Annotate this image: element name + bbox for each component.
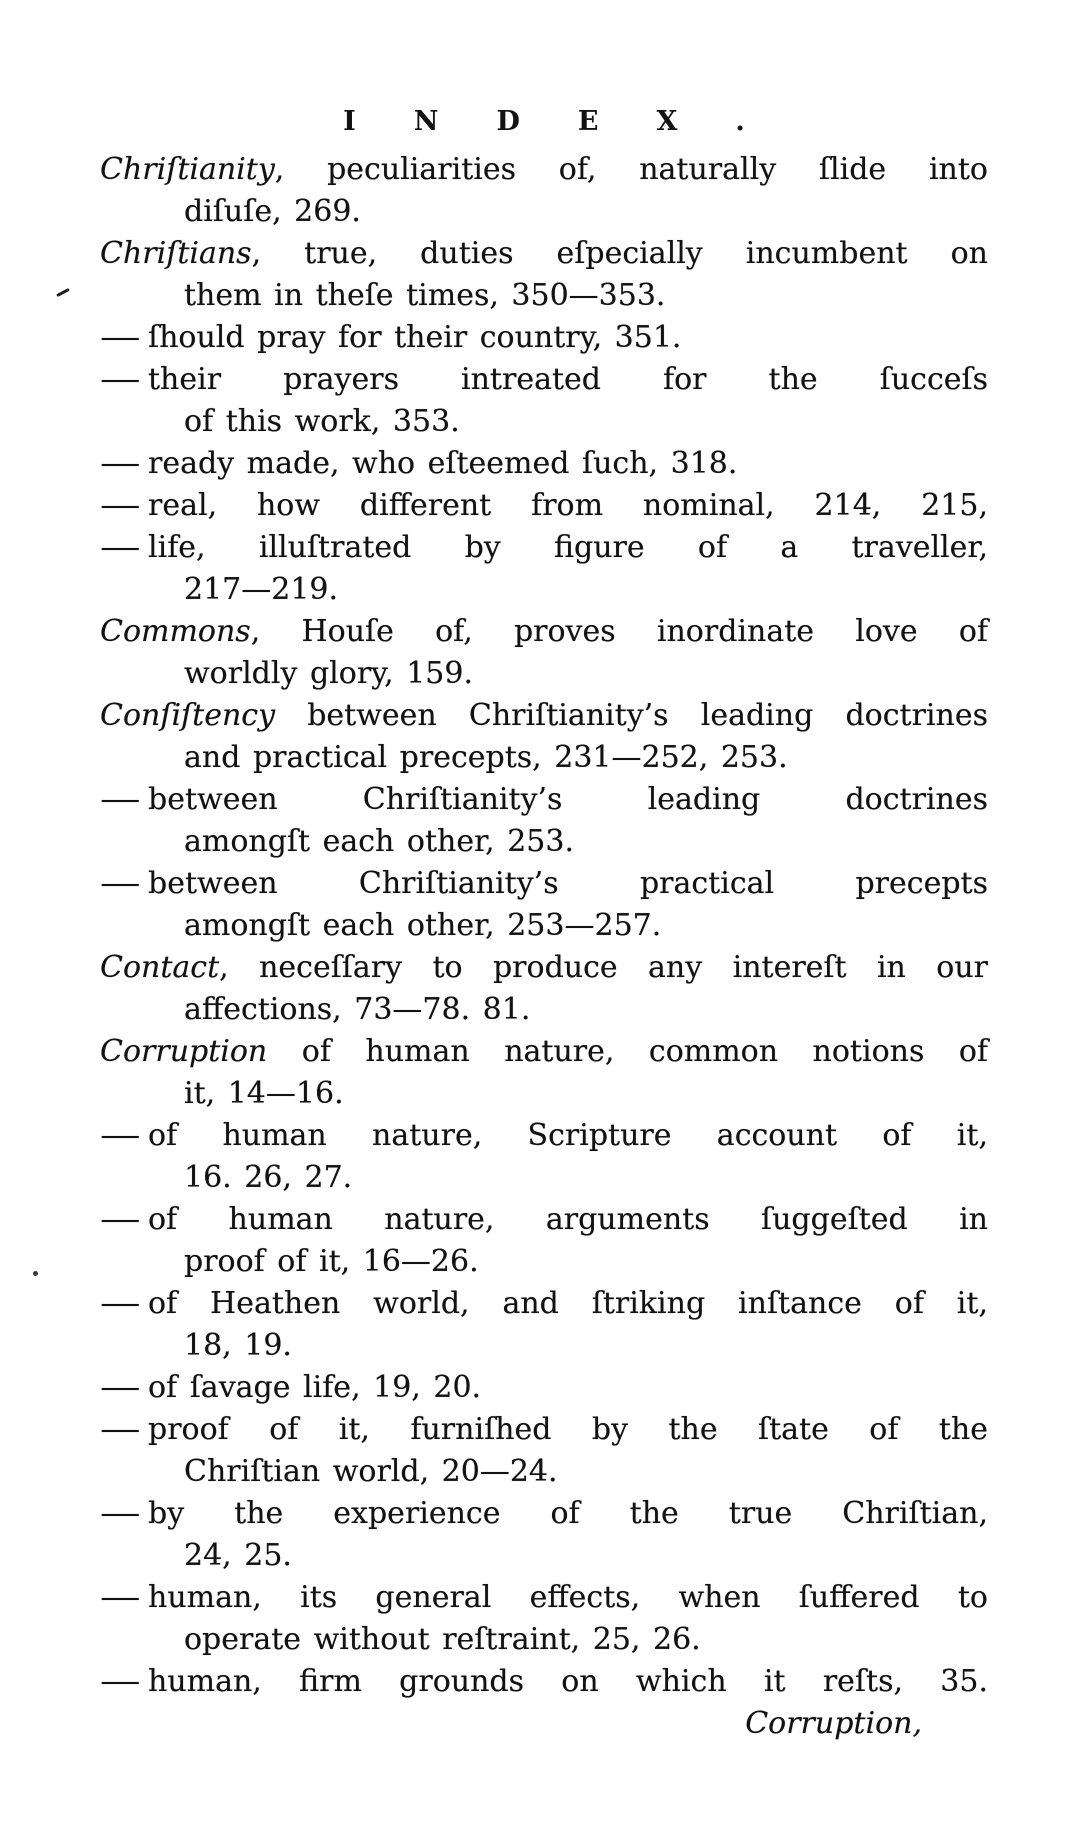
entry-continuation-line: Chriſtian world, 20—24. [184,1454,558,1489]
entry-first-line [100,863,988,905]
entry-headword: Contact [100,950,220,985]
ditto-dash: — [100,1202,141,1237]
entry-continuation-line: affections, 73—78. 81. [184,992,531,1027]
entry-continuation-line: 24, 25. [184,1538,292,1573]
entry-continuation-line: operate without reſtraint, 25, 26. [184,1622,701,1657]
entry-text: , Houſe of, proves inordinate love of [250,614,988,649]
entry-first-line [100,485,988,527]
entry-headword: Conſiſtency [100,698,276,733]
entry-first-line [100,233,988,275]
index-entry [100,1031,988,1115]
entry-text: their prayers intreated for the ſucceſs [148,362,988,397]
entry-text: , neceſſary to produce any intereſt in our [219,950,988,985]
ditto-dash: — [100,320,141,355]
index-entry [100,1577,988,1661]
index-entry [100,1199,988,1283]
entry-first-line [100,779,988,821]
entry-text: of human nature, arguments ſuggeſted in [148,1202,988,1237]
index-entries [100,149,988,1745]
entry-text: human, its general effects, when ſuffered to [148,1580,988,1615]
index-entry [100,149,988,233]
index-entry [100,695,988,779]
index-entry [100,779,988,863]
index-entry [100,1283,988,1367]
entry-continuation-line: and practical precepts, 231—252, 253. [184,740,788,775]
entry-continuation-line: them in theſe times, 350—353. [184,278,666,313]
entry-text: , peculiarities of, naturally ſlide into [274,152,988,187]
entry-first-line [100,1283,988,1325]
ditto-dash: — [100,530,141,565]
index-entry [100,317,988,359]
index-entry [100,443,988,485]
ditto-dash: — [100,1580,141,1615]
ditto-dash: — [100,488,141,523]
index-entry [100,947,988,1031]
ditto-dash: — [100,1496,141,1531]
entry-text: between Chriſtianity’s leading doctrines [148,782,988,817]
ditto-dash: — [100,1286,141,1321]
entry-first-line [100,359,988,401]
entry-text: proof of it, furniſhed by the ſtate of the [148,1412,988,1447]
ditto-dash: — [100,1118,141,1153]
index-entry [100,527,988,611]
ditto-dash: — [100,1664,141,1699]
entry-first-line [100,443,988,485]
entry-continuation-line: amongſt each other, 253. [184,824,575,859]
page-title: INDEX. [343,106,803,137]
entry-first-line [100,1367,988,1409]
entry-continuation-line: 18, 19. [184,1328,292,1363]
text-block [100,100,988,1745]
entry-text: of ſavage life, 19, 20. [148,1370,482,1405]
entry-continuation-line: amongſt each other, 253—257. [184,908,662,943]
entry-text: ready made, who eſteemed ſuch, 318. [148,446,738,481]
entry-first-line [100,1409,988,1451]
ditto-dash: — [100,446,141,481]
entry-text: real, how different from nominal, 214, 215, [148,488,988,523]
entry-continuation-line: 16. 26, 27. [184,1160,353,1195]
entry-continuation-line: 217—219. [184,572,339,607]
index-entry [100,1661,988,1703]
entry-text: ſhould pray for their country, 351. [148,320,682,355]
scan-artifact-dot [33,1271,38,1276]
index-entry [100,1115,988,1199]
ditto-dash: — [100,866,141,901]
entry-text: human, firm grounds on which it reſts, 35. [148,1664,988,1699]
entry-text: of human nature, common notions of [267,1034,988,1069]
entry-first-line [100,1493,988,1535]
index-entry [100,863,988,947]
index-entry [100,485,988,527]
entry-continuation-line: diſuſe, 269. [184,194,361,229]
entry-first-line [100,1199,988,1241]
entry-first-line [100,1115,988,1157]
ditto-dash: — [100,362,141,397]
entry-first-line [100,611,988,653]
entry-continuation-line: proof of it, 16—26. [184,1244,479,1279]
entry-headword: Chriſtianity [100,152,275,187]
entry-headword: Commons [100,614,251,649]
entry-headword: Chriſtians [100,236,252,271]
entry-first-line [100,149,988,191]
entry-text: by the experience of the true Chriſtian, [148,1496,988,1531]
index-entry [100,233,988,317]
ditto-dash: — [100,1370,141,1405]
entry-text: of human nature, Scripture account of it, [148,1118,988,1153]
index-entry [100,1409,988,1493]
ditto-dash: — [100,1412,141,1447]
entry-first-line [100,947,988,989]
entry-first-line [100,527,988,569]
entry-continuation-line: worldly glory, 159. [184,656,473,691]
index-entry [100,1493,988,1577]
entry-text: , true, duties eſpecially incumbent on [251,236,988,271]
entry-first-line [100,1577,988,1619]
entry-text: life, illuſtrated by figure of a traveller, [148,530,988,565]
entry-first-line [100,317,988,359]
entry-first-line [100,1031,988,1073]
entry-text: between Chriſtianity’s leading doctrines [275,698,988,733]
index-entry [100,1367,988,1409]
entry-continuation-line: it, 14—16. [184,1076,344,1111]
index-entry [100,359,988,443]
catchword: Corruption, [745,1706,922,1741]
index-entry [100,611,988,695]
entry-text: between Chriſtianity’s practical precepts [148,866,988,901]
entry-text: of Heathen world, and ſtriking inſtance of it, [148,1286,988,1321]
ditto-dash: — [100,782,141,817]
entry-continuation-line: of this work, 353. [184,404,460,439]
entry-first-line [100,695,988,737]
entry-first-line [100,1661,988,1703]
scan-artifact-tick [56,288,70,297]
entry-headword: Corruption [100,1034,268,1069]
